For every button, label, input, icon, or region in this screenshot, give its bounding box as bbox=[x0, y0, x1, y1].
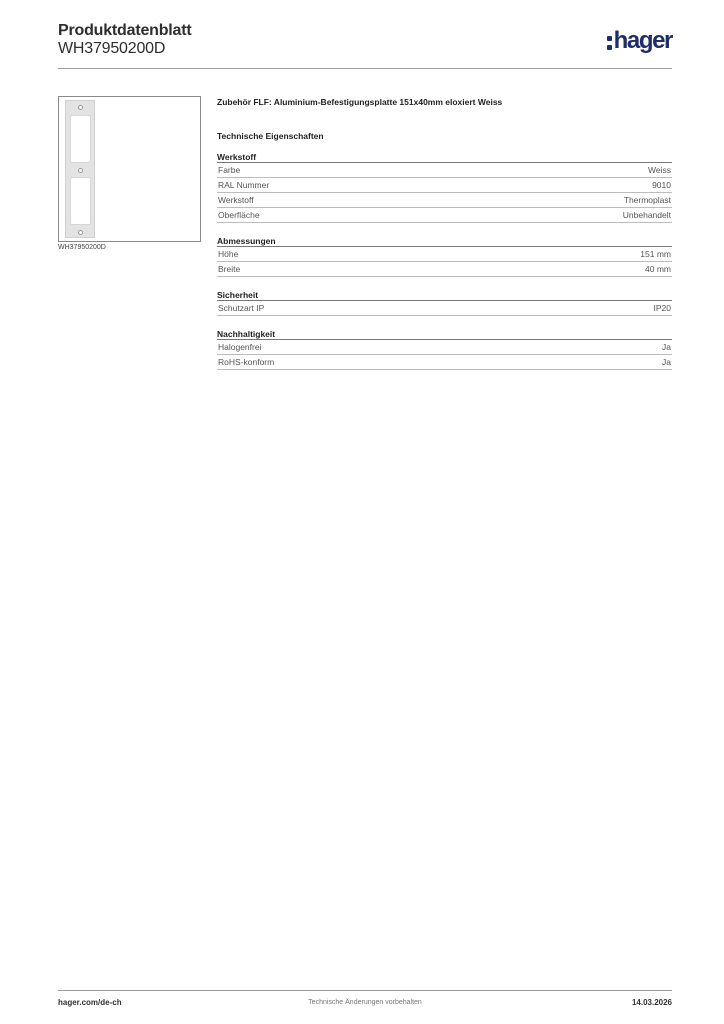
spec-row bbox=[217, 163, 672, 178]
product-image bbox=[58, 96, 201, 242]
spec-group-nachhaltigkeit bbox=[217, 328, 672, 370]
hager-logo[interactable] bbox=[607, 28, 672, 54]
specifications bbox=[217, 96, 672, 370]
spec-group-title: Abmessungen bbox=[217, 235, 672, 247]
spec-value: Ja bbox=[662, 342, 671, 352]
spec-label: Oberfläche bbox=[218, 210, 260, 220]
spec-row bbox=[217, 208, 672, 223]
screw-hole-icon bbox=[78, 230, 83, 235]
spec-value: Unbehandelt bbox=[622, 210, 671, 220]
product-description: Zubehör FLF: Aluminium-Befestigungsplatte 151x40mm eloxiert Weiss bbox=[217, 97, 503, 107]
logo-text: hager bbox=[613, 27, 672, 54]
plate-cutout bbox=[70, 115, 91, 163]
image-caption: WH37950200D bbox=[58, 244, 106, 251]
spec-group-sicherheit bbox=[217, 289, 672, 316]
spec-label: Werkstoff bbox=[218, 195, 254, 205]
spec-group-werkstoff bbox=[217, 151, 672, 223]
spec-label: Höhe bbox=[218, 249, 239, 259]
page-title: Produktdatenblatt bbox=[58, 22, 192, 39]
spec-row bbox=[217, 247, 672, 262]
spec-group-abmessungen bbox=[217, 235, 672, 277]
spec-group-title: Nachhaltigkeit bbox=[217, 328, 672, 340]
spec-row bbox=[217, 262, 672, 277]
logo-dots-icon bbox=[607, 36, 612, 50]
spec-group-title: Werkstoff bbox=[217, 151, 672, 163]
spec-label: Breite bbox=[218, 264, 241, 274]
section-heading: Technische Eigenschaften bbox=[217, 131, 324, 141]
screw-hole-icon bbox=[78, 105, 83, 110]
spec-value: Ja bbox=[662, 357, 671, 367]
spec-value: Thermoplast bbox=[623, 195, 671, 205]
spec-label: Schutzart IP bbox=[218, 303, 265, 313]
spec-row bbox=[217, 340, 672, 355]
mounting-plate-illustration bbox=[65, 100, 95, 238]
spec-value: 40 mm bbox=[645, 264, 671, 274]
page-footer bbox=[58, 998, 672, 1010]
footer-date: 14.03.2026 bbox=[631, 998, 672, 1007]
spec-value: 151 mm bbox=[640, 249, 671, 259]
spec-value: 9010 bbox=[652, 180, 671, 190]
plate-cutout bbox=[70, 177, 91, 225]
spec-group-title: Sicherheit bbox=[217, 289, 672, 301]
spec-label: RoHS-konform bbox=[218, 357, 275, 367]
spec-value: Weiss bbox=[648, 165, 671, 175]
spec-row bbox=[217, 193, 672, 208]
spec-row bbox=[217, 355, 672, 370]
spec-label: RAL Nummer bbox=[218, 180, 270, 190]
page-header bbox=[58, 22, 672, 70]
footer-divider bbox=[58, 990, 672, 991]
footer-website-link[interactable]: hager.com/de-ch bbox=[58, 998, 122, 1007]
footer-notice: Technische Änderungen vorbehalten bbox=[308, 999, 422, 1006]
spec-row bbox=[217, 178, 672, 193]
article-number: WH37950200D bbox=[58, 40, 166, 57]
screw-hole-icon bbox=[78, 168, 83, 173]
spec-label: Farbe bbox=[218, 165, 241, 175]
spec-label: Halogenfrei bbox=[218, 342, 262, 352]
spec-value: IP20 bbox=[653, 303, 671, 313]
spec-row bbox=[217, 301, 672, 316]
header-divider bbox=[58, 68, 672, 69]
